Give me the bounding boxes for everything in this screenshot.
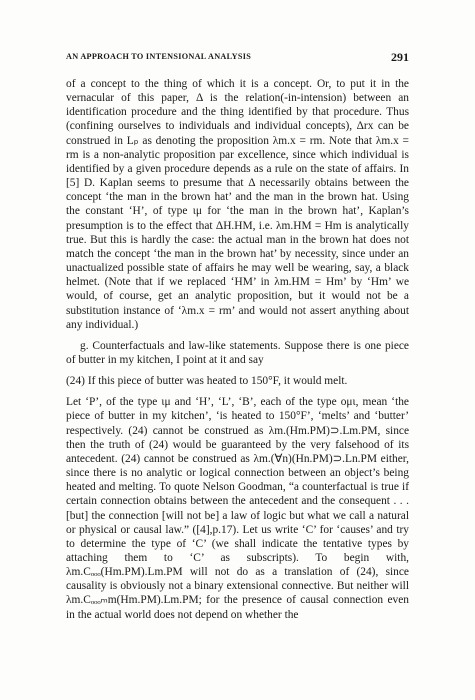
page-number: 291 bbox=[391, 50, 409, 64]
example-24: (24) If this piece of butter was heated to 150°F, it would melt. bbox=[66, 375, 348, 388]
page-header bbox=[66, 52, 409, 66]
paragraph-delta-relation: of a concept to the thing of which it is a concept. Or, to put it in the vernacular of this paper, Δ is the relation(-in-intension) between an identification procedure and the thing identified by that procedure. Thus (confining ourselves to individuals and individual concepts), Δrx can be construed in Lₚ as denoting the proposition λm.x = rm. Note that λm.x = rm is a non-analytic proposition par excellence, since which individual is identified by a given procedure depends as a rule on the state of affairs. In [5] D. Kaplan seems to presume that Δ necessarily obtains between the concept ‘the man in the brown hat’ and the man in the brown hat. Using the constant ‘H’, of type ιμ for ‘the man in the brown hat’, Kaplan’s presumption is to the effect that ΔH.HM, i.e. λm.HM = Hm is analytically true. But this is hardly the case: the actual man in the brown hat does not match the concept ‘the man in the brown hat’ by necessity, since under an unactualized possible state of affairs he may well be wearing, say, a black helmet. (Note that if we replaced ‘HM’ in λm.HM = Hm’ by ‘Hm’ we would, of course, get an analytic proposition, but it would not be a substitution instance of ‘λm.x = rm’ and would not assert anything about any individual.) bbox=[66, 78, 409, 331]
paragraph-counterfactual-analysis: Let ‘P’, of the type ιμ and ‘H’, ‘L’, ‘B’, each of the type ομι, mean ‘the piece of butter in my kitchen’, ‘is heated to 150°F’, ‘melts’ and ‘butter’ respectively. (24) cannot be construed as λm.(Hm.PM)⊃.Lm.PM, since then the truth of (24) would be guaranteed by the very falsehood of its antecedent. (24) cannot be construed as λm.(∀n)(Hn.PM)⊃.Ln.PM either, since there is no analytic or logical connection between an object’s being heated and melting. To quote Nelson Goodman, “a counterfactual is true if certain connection obtains between the antecedent and the consequent . . . [but] the connection [will not be] a law of logic but what we call a natural or physical or causal law.” ([4],p.17). Let us write ‘C’ for ‘causes’ and try to determine the type of ‘C’ (we shall indicate the tentative types by attaching them to ‘C’ as subscripts). To begin with, λm.Cₒₒₒ(Hm.PM).Lm.PM will not do as a translation of (24), since causality is obviously not a binary extensional connective. But neither will λm.Cₒₒₒₘm(Hm.PM).Lm.PM; for the presence of causal connection even in the actual world does not depend on whether the bbox=[66, 396, 409, 621]
body-text bbox=[66, 77, 409, 622]
running-head: AN APPROACH TO INTENSIONAL ANALYSIS bbox=[66, 52, 252, 61]
paragraph-counterfactuals-intro: g. Counterfactuals and law-like statements. Suppose there is one piece of butter in my kitchen, I point at it and say bbox=[66, 339, 409, 366]
